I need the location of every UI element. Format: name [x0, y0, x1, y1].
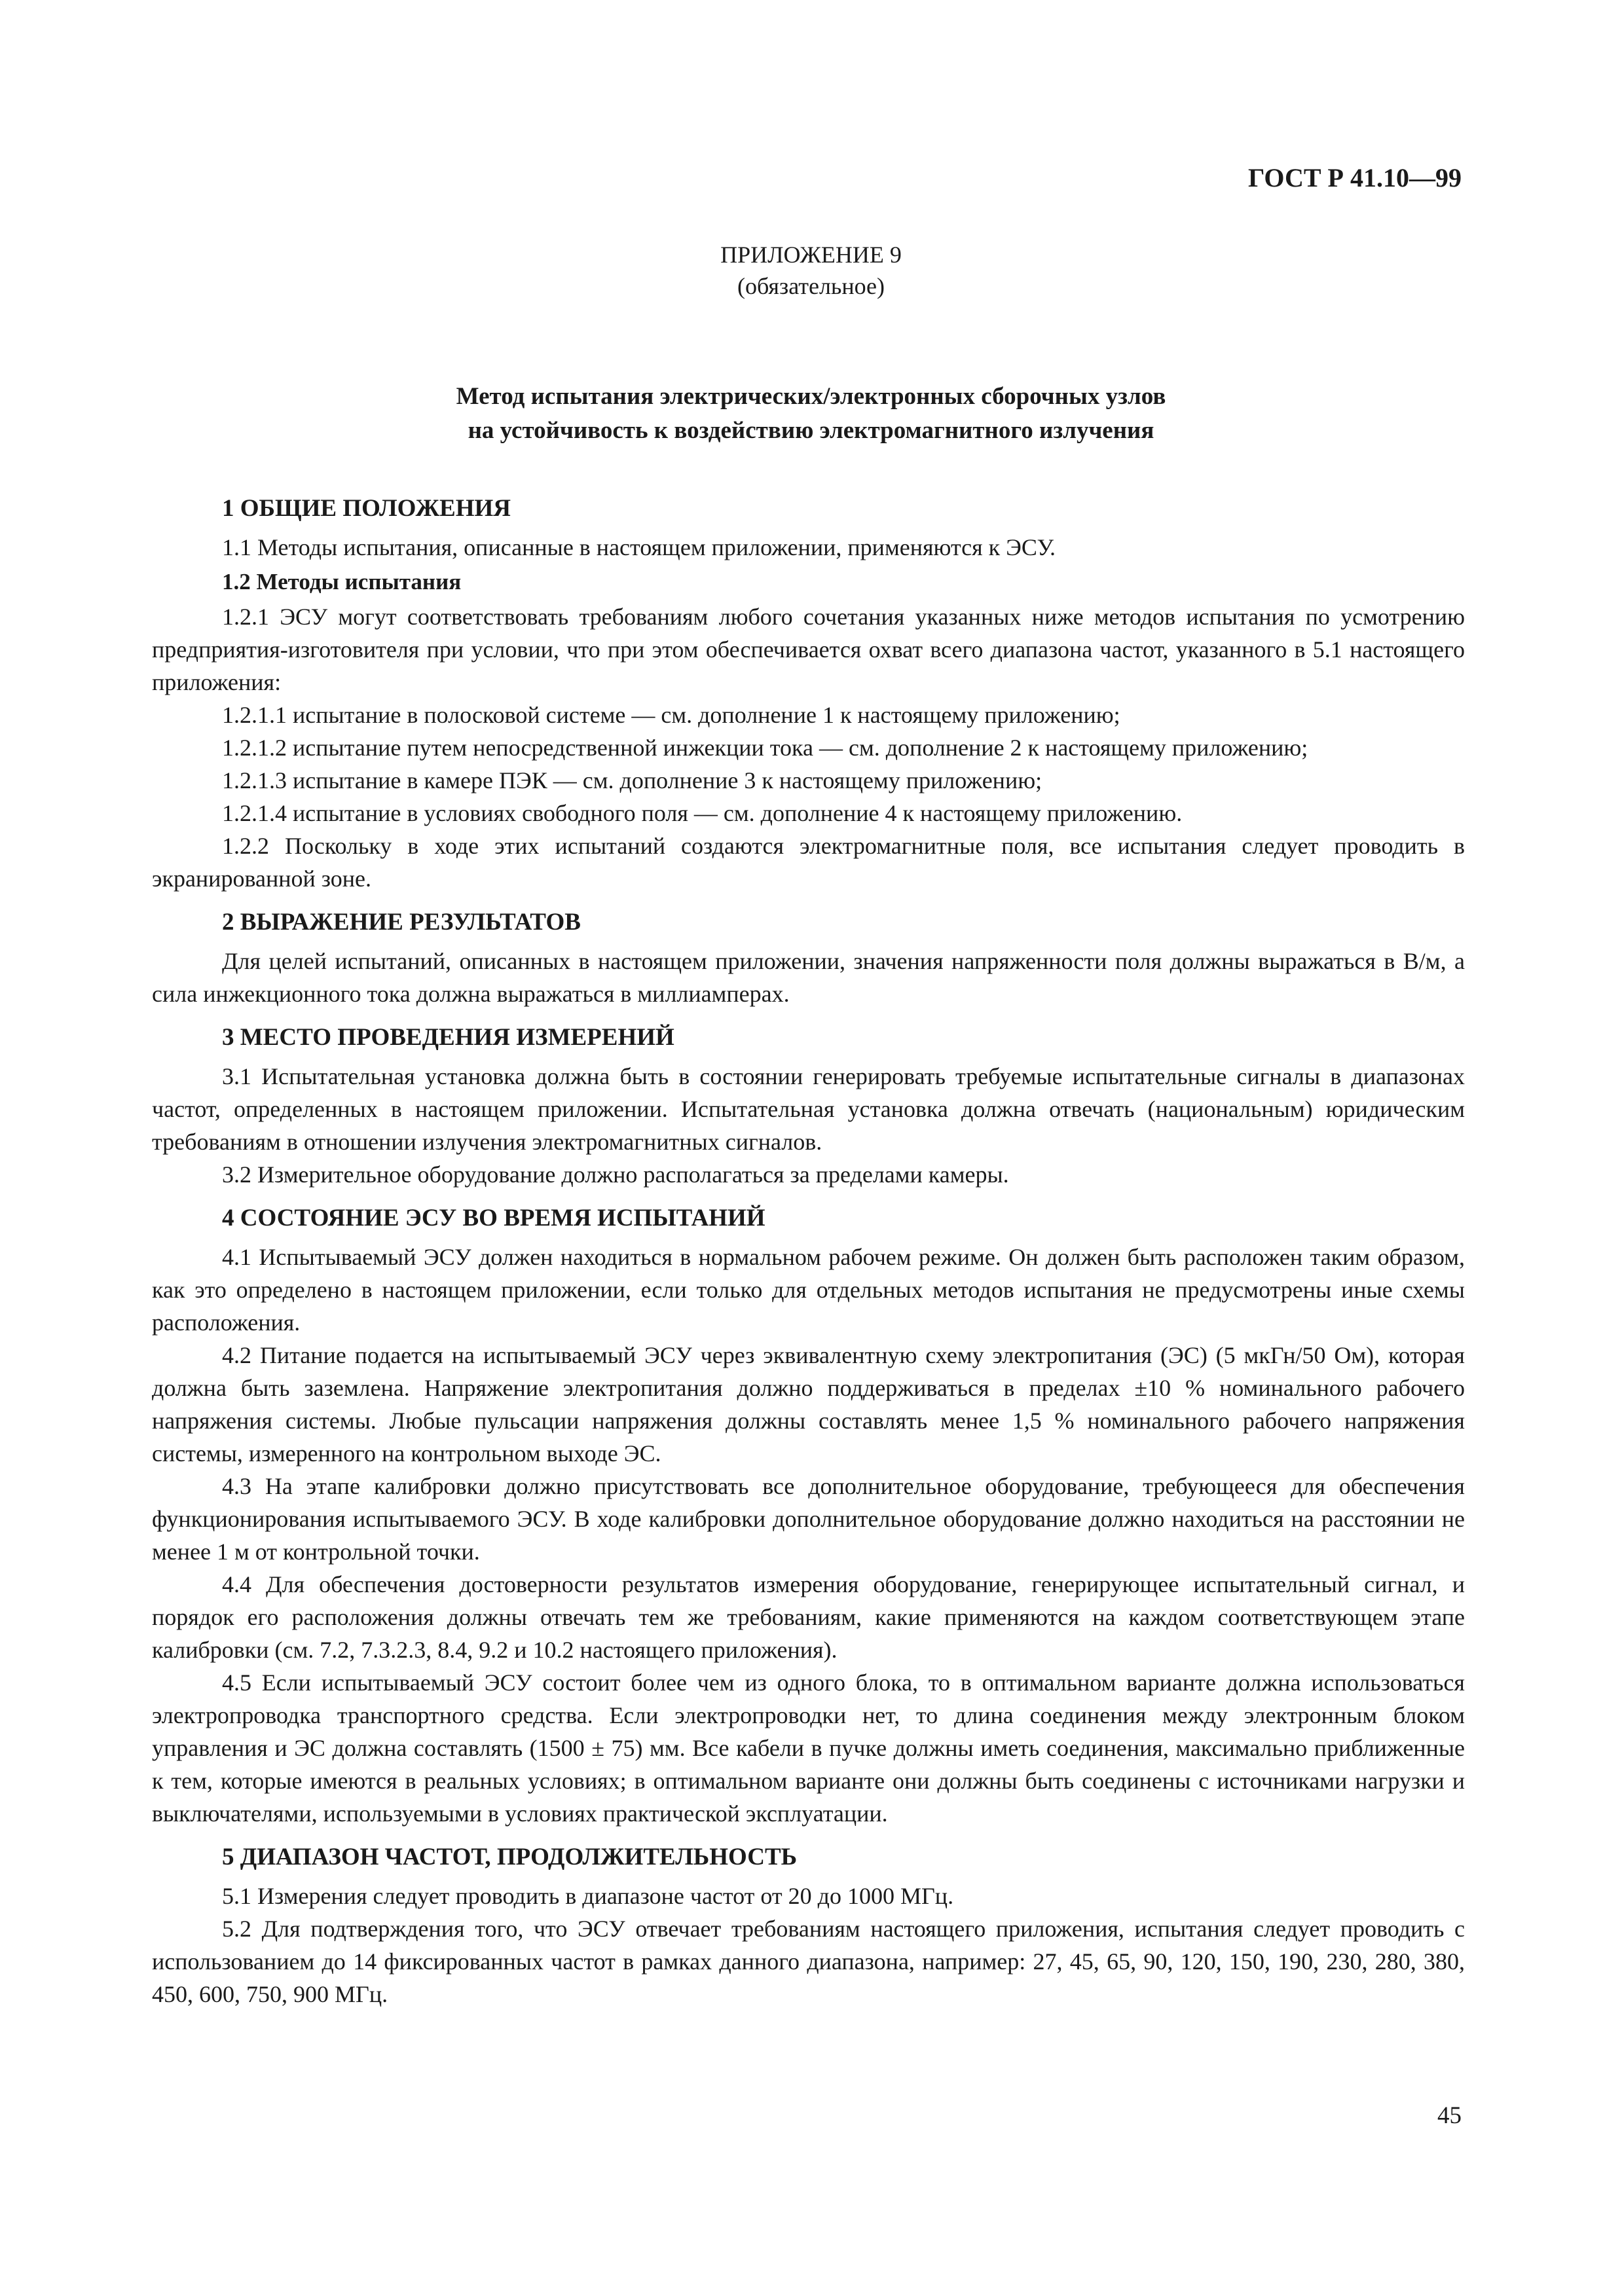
appendix-label: ПРИЛОЖЕНИЕ 9 — [720, 242, 902, 268]
document-title — [0, 380, 1622, 448]
paragraph-4-4: 4.4 Для обеспечения достоверности результатов измерения оборудование, генерирующее испытательный сигнал, и порядок его расположения должны отвечать тем же требованиям, какие применяются на каждом соответствующем этапе калибровки (см. 7.2, 7.3.2.3, 8.4, 9.2 и 10.2 настоящего приложения). — [152, 1571, 1465, 1663]
paragraph-3-2: 3.2 Измерительное оборудование должно располагаться за пределами камеры. — [222, 1161, 1009, 1188]
paragraph-1-2-1-4: 1.2.1.4 испытание в условиях свободного поля — см. дополнение 4 к настоящему приложению. — [222, 800, 1183, 826]
page-number: 45 — [1437, 2102, 1462, 2129]
paragraph-2-1: Для целей испытаний, описанных в настоящем приложении, значения напряженности поля должны выражаться в В/м, а сила инжекционного тока должна выражаться в миллиамперах. — [152, 948, 1465, 1007]
paragraph-1-2-1: 1.2.1 ЭСУ могут соответствовать требованиям любого сочетания указанных ниже методов испытания по усмотрению предприятия-изготовителя при условии, что при этом обеспечивается охват всего диапазона частот, указанного в 5.1 настоящего приложения: — [152, 604, 1465, 695]
paragraph-3-1: 3.1 Испытательная установка должна быть в состоянии генерировать требуемые испытательные сигналы в диапазонах частот, определенных в настоящем приложении. Испытательная установка должна отвечать (национальным) юридическим требованиям в отношении излучения электромагнитных сигналов. — [152, 1063, 1465, 1155]
section-heading-4: 4 СОСТОЯНИЕ ЭСУ ВО ВРЕМЯ ИСПЫТАНИЙ — [222, 1205, 765, 1231]
paragraph-5-1: 5.1 Измерения следует проводить в диапазоне частот от 20 до 1000 МГц. — [222, 1883, 954, 1909]
subsection-heading-1-2: 1.2 Методы испытания — [222, 569, 462, 594]
paragraph-1-2-1-3: 1.2.1.3 испытание в камере ПЭК — см. дополнение 3 к настоящему приложению; — [222, 767, 1042, 793]
paragraph-1-2-2: 1.2.2 Поскольку в ходе этих испытаний создаются электромагнитные поля, все испытания следует проводить в экранированной зоне. — [152, 833, 1465, 892]
paragraph-1-2-1-1: 1.2.1.1 испытание в полосковой системе — см. дополнение 1 к настоящему приложению; — [222, 702, 1120, 728]
section-heading-5: 5 ДИАПАЗОН ЧАСТОТ, ПРОДОЛЖИТЕЛЬНОСТЬ — [222, 1844, 798, 1870]
paragraph-4-5: 4.5 Если испытываемый ЭСУ состоит более чем из одного блока, то в оптимальном варианте должна использоваться электропроводка транспортного средства. Если электропроводки нет, то длина соединения между электронным блоком управления и ЭС должна составлять (1500 ± 75) мм. Все кабели в пучке должны иметь соединения, максимально приближенные к тем, которые имеются в реальных условиях; в оптимальном варианте они должны быть соединены с источниками нагрузки и выключателями, используемыми в условиях практической эксплуатации. — [152, 1669, 1465, 1827]
paragraph-1-2-1-2: 1.2.1.2 испытание путем непосредственной инжекции тока — см. дополнение 2 к настоящему приложению; — [222, 735, 1308, 761]
title-line-2: на устойчивость к воздействию электромагнитного излучения — [468, 417, 1154, 444]
appendix-status: (обязательное) — [737, 273, 885, 299]
document-body — [152, 481, 1465, 2011]
paragraph-5-2: 5.2 Для подтверждения того, что ЭСУ отвечает требованиям настоящего приложения, испытания следует проводить с использованием до 14 фиксированных частот в рамках данного диапазона, например: 27, 45, 65, 90, 120, 150, 190, 230, 280, 380, 450, 600, 750, 900 МГц. — [152, 1916, 1465, 2007]
paragraph-4-3: 4.3 На этапе калибровки должно присутствовать все дополнительное оборудование, требующееся для обеспечения функционирования испытываемого ЭСУ. В ходе калибровки дополнительное оборудование должно находиться на расстоянии не менее 1 м от контрольной точки. — [152, 1473, 1465, 1565]
appendix-heading — [0, 239, 1622, 302]
paragraph-1-1: 1.1 Методы испытания, описанные в настоящем приложении, применяются к ЭСУ. — [222, 534, 1056, 560]
section-heading-2: 2 ВЫРАЖЕНИЕ РЕЗУЛЬТАТОВ — [222, 909, 581, 936]
document-code: ГОСТ Р 41.10—99 — [1247, 163, 1462, 192]
section-heading-1: 1 ОБЩИЕ ПОЛОЖЕНИЯ — [222, 495, 511, 522]
paragraph-4-2: 4.2 Питание подается на испытываемый ЭСУ через эквивалентную схему электропитания (ЭС) (5 мкГн/50 Ом), которая должна быть заземлена. Напряжение электропитания должно поддерживаться в пределах ±10 % номинального рабочего напряжения системы. Любые пульсации напряжения должны составлять менее 1,5 % номинального рабочего напряжения системы, измеренного на контрольном выходе ЭС. — [152, 1342, 1465, 1467]
paragraph-4-1: 4.1 Испытываемый ЭСУ должен находиться в нормальном рабочем режиме. Он должен быть расположен таким образом, как это определено в настоящем приложении, если только для отдельных методов испытания не предусмотрены иные схемы расположения. — [152, 1244, 1465, 1336]
section-heading-3: 3 МЕСТО ПРОВЕДЕНИЯ ИЗМЕРЕНИЙ — [222, 1024, 674, 1051]
title-line-1: Метод испытания электрических/электронных сборочных узлов — [456, 383, 1166, 410]
